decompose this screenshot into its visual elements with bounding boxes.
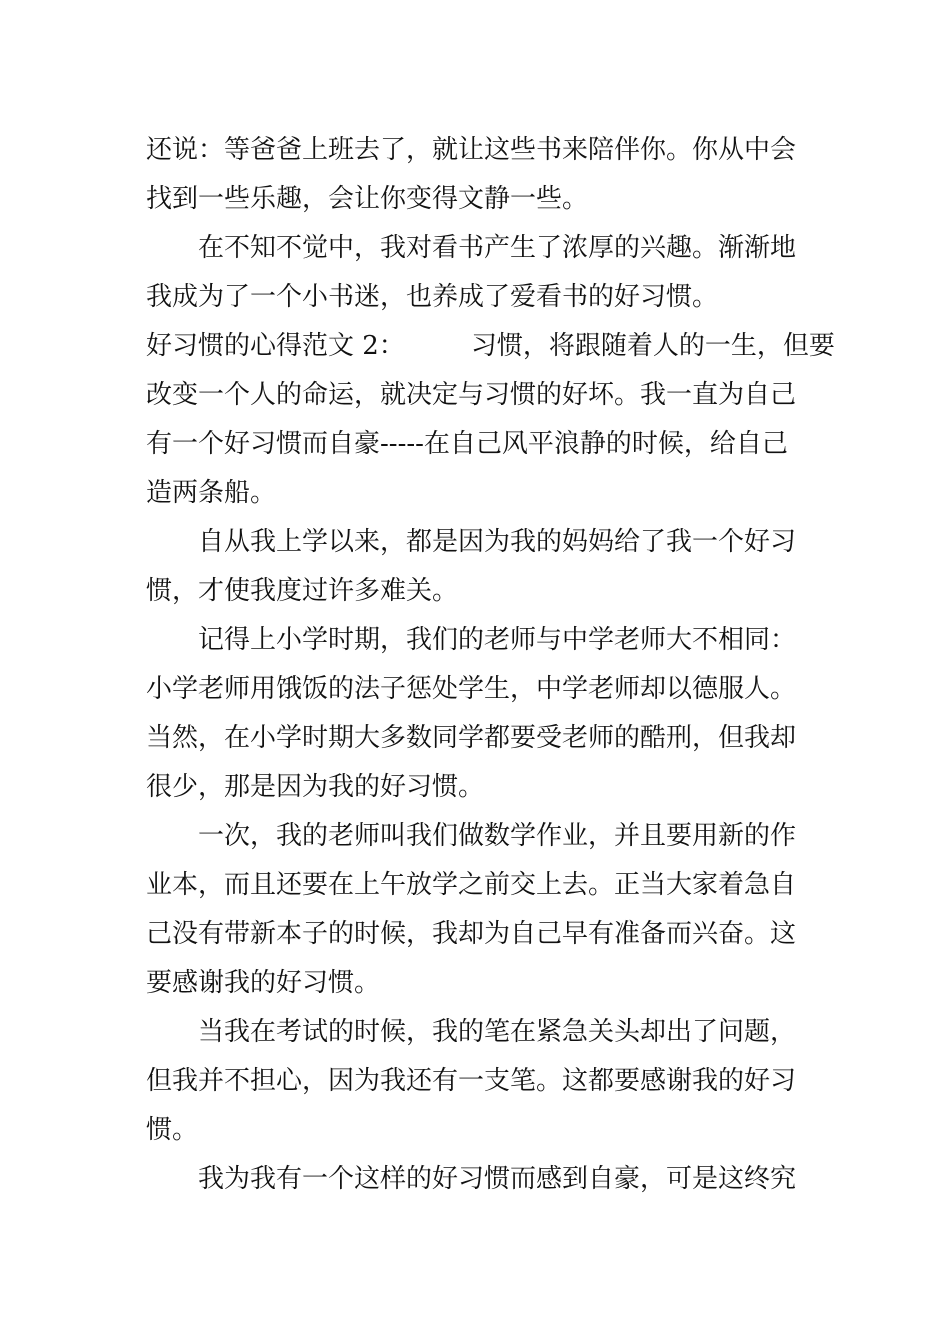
text-line: 改变一个人的命运，就决定与习惯的好坏。我一直为自己: [146, 380, 797, 410]
text-line: 要感谢我的好习惯。: [146, 968, 381, 998]
text-line: 自从我上学以来，都是因为我的妈妈给了我一个好习: [198, 527, 797, 557]
text-line: 在不知不觉中，我对看书产生了浓厚的兴趣。渐渐地: [198, 233, 797, 263]
text-line: 当我在考试的时候，我的笔在紧急关头却出了问题，: [198, 1017, 797, 1047]
text-line: 业本，而且还要在上午放学之前交上去。正当大家着急自: [146, 870, 797, 900]
text-line: 一次，我的老师叫我们做数学作业，并且要用新的作: [198, 821, 797, 851]
text-line: 我为我有一个这样的好习惯而感到自豪，可是这终究: [198, 1164, 797, 1194]
text-line: 记得上小学时期，我们的老师与中学老师大不相同：: [198, 625, 797, 655]
text-line: 我成为了一个小书迷，也养成了爱看书的好习惯。: [146, 282, 719, 312]
section-heading-line: [146, 322, 835, 371]
text-line: 有一个好习惯而自豪-----在自己风平浪静的时候，给自己: [146, 429, 788, 459]
text-line: 还说：等爸爸上班去了，就让这些书来陪伴你。你从中会: [146, 135, 797, 165]
text-line: 找到一些乐趣，会让你变得文静一些。: [146, 184, 589, 214]
text-line: 但我并不担心，因为我还有一支笔。这都要感谢我的好习: [146, 1066, 797, 1096]
text-line: 惯。: [146, 1115, 199, 1145]
text-line: 惯，才使我度过许多难关。: [146, 576, 459, 606]
document-page: [146, 126, 835, 1204]
section-heading: 好习惯的心得范文 2：: [146, 331, 405, 361]
text-line: 当然，在小学时期大多数同学都要受老师的酷刑，但我却: [146, 723, 797, 753]
text-line: 己没有带新本子的时候，我却为自己早有准备而兴奋。这: [146, 919, 797, 949]
text-line: 很少，那是因为我的好习惯。: [146, 772, 485, 802]
text-line: 习惯，将跟随着人的一生，但要: [470, 331, 835, 361]
text-line: 造两条船。: [146, 478, 277, 508]
text-line: 小学老师用饿饭的法子惩处学生，中学老师却以德服人。: [146, 674, 797, 704]
